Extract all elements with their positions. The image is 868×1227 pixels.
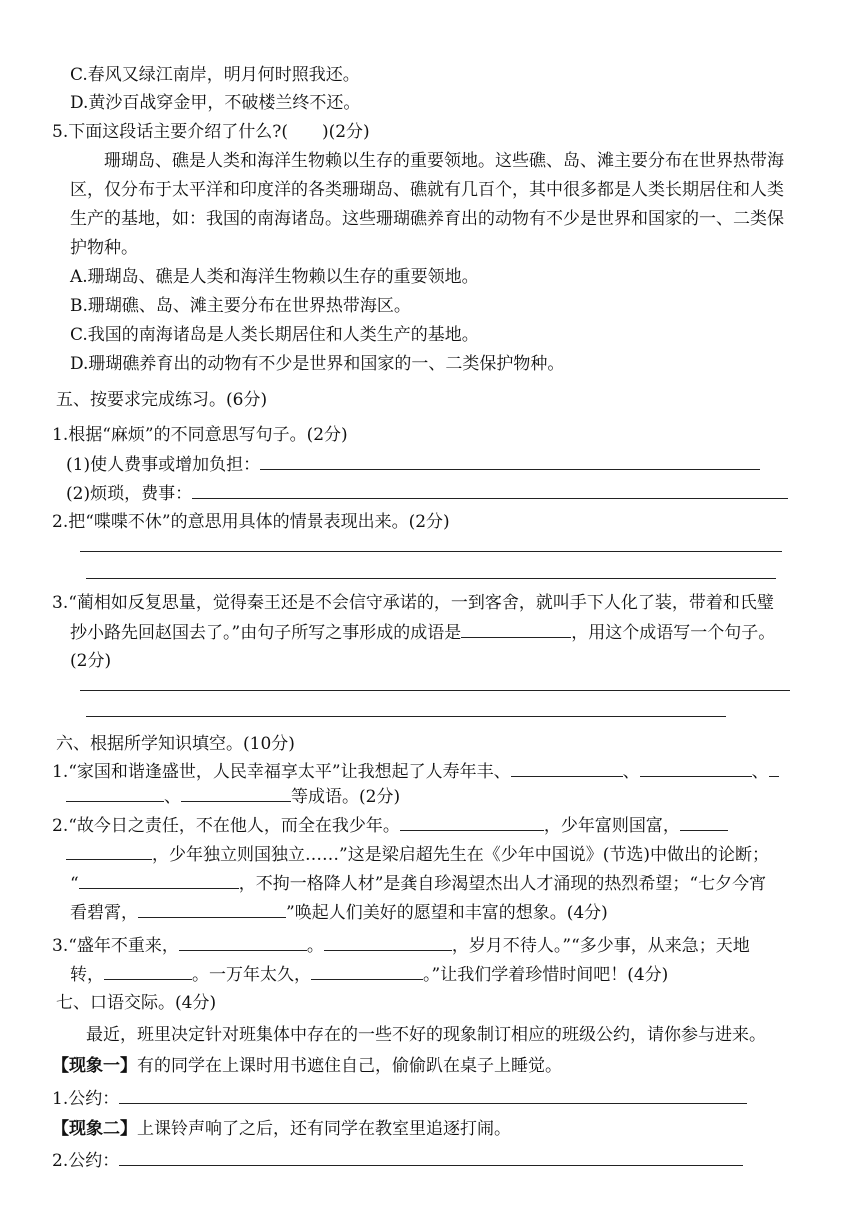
section-7-title: 七、口语交际。(4分) bbox=[56, 993, 217, 1013]
s6-q3-text-a: 3.“盛年不重来， bbox=[52, 936, 179, 956]
s5-q2: 2.把“喋喋不休”的意思用具体的情景表现出来。(2分) bbox=[52, 512, 450, 532]
q5-passage-line-1: 珊瑚岛、礁是人类和海洋生物赖以生存的重要领地。这些礁、岛、滩主要分布在世界热带海 bbox=[104, 151, 784, 171]
s6-q1-blank-1[interactable] bbox=[511, 760, 623, 777]
s7-intro: 最近，班里决定针对班集体中存在的一些不好的现象制订相应的班级公约，请你参与进来。 bbox=[86, 1025, 766, 1045]
s6-q2-blank-3[interactable] bbox=[79, 872, 239, 889]
q4-option-c: C.春风又绿江南岸，明月何时照我还。 bbox=[70, 65, 360, 85]
s6-q2-line-1 bbox=[52, 814, 728, 837]
s6-q2-blank-4[interactable] bbox=[138, 901, 286, 918]
s6-q3-line-1 bbox=[52, 934, 750, 957]
s7-rule-1 bbox=[52, 1087, 747, 1110]
s6-q3-text-d: 转， bbox=[70, 965, 104, 985]
s6-q2-text-f: 看碧霄， bbox=[70, 903, 138, 923]
section-5-title: 五、按要求完成练习。(6分) bbox=[56, 390, 268, 410]
s5-q3-line-2 bbox=[70, 621, 775, 644]
s6-q2-blank-2a[interactable] bbox=[680, 814, 728, 831]
s5-q1b bbox=[66, 482, 788, 505]
s6-q2-line-4 bbox=[70, 901, 608, 924]
q5-option-d: D.珊瑚礁养育出的动物有不少是世界和国家的一、二类保护物种。 bbox=[70, 354, 565, 374]
s7-phenomenon-1-tag: 【现象一】 bbox=[52, 1056, 137, 1076]
q4-option-d: D.黄沙百战穿金甲，不破楼兰终不还。 bbox=[70, 93, 361, 113]
s6-q1-blank-2[interactable] bbox=[640, 760, 752, 777]
s6-q1-blank-3b[interactable] bbox=[66, 785, 164, 802]
s7-phenomenon-2-text: 上课铃声响了之后，还有同学在教室里追逐打闹。 bbox=[137, 1119, 511, 1139]
s6-q2-line-2 bbox=[66, 843, 769, 866]
s6-q1-text: 1.“家国和谐逢盛世，人民幸福享太平”让我想起了人寿年丰、 bbox=[52, 762, 511, 782]
s7-rule-2-answer-blank[interactable] bbox=[119, 1149, 743, 1166]
s7-phenomenon-2-tag: 【现象二】 bbox=[52, 1119, 137, 1139]
q5-stem-text: 5.下面这段话主要介绍了什么?( bbox=[52, 122, 288, 142]
s6-q2-text-c: ，少年独立则国独立……”这是梁启超先生在《少年中国说》(节选)中做出的论断； bbox=[152, 845, 769, 865]
s6-q2-blank-2b[interactable] bbox=[66, 843, 152, 860]
s5-q2-answer-line-1[interactable] bbox=[80, 551, 782, 552]
s6-q1-blank-4[interactable] bbox=[181, 785, 291, 802]
s5-q1a bbox=[66, 453, 760, 476]
s5-q3-answer-line-2[interactable] bbox=[86, 716, 726, 717]
s6-q2-open-quote: “ bbox=[70, 874, 79, 894]
s7-phenomenon-2 bbox=[52, 1118, 511, 1140]
s6-q3-text-b: 。 bbox=[306, 936, 324, 956]
q5-answer-blank[interactable] bbox=[288, 121, 322, 137]
s7-rule-2 bbox=[52, 1149, 743, 1172]
s5-q1a-answer-blank[interactable] bbox=[260, 453, 760, 470]
s5-q1a-label: (1)使人费事或增加负担： bbox=[66, 455, 261, 475]
s6-q1-tail: 等成语。(2分) bbox=[291, 787, 401, 807]
section-6-title: 六、根据所学知识填空。(10分) bbox=[56, 734, 295, 754]
s6-q3-blank-2[interactable] bbox=[324, 934, 452, 951]
s5-q1b-answer-blank[interactable] bbox=[192, 482, 788, 499]
s5-q3-answer-line-1[interactable] bbox=[80, 690, 790, 691]
s6-q2-text-g: ”唤起人们美好的愿望和丰富的想象。(4分) bbox=[286, 903, 608, 923]
s6-q3-line-2 bbox=[70, 963, 668, 986]
s5-q3-text-b: ，用这个成语写一个句子。 bbox=[571, 623, 776, 643]
s6-q3-text-c: ，岁月不待人。”“多少事，从来急；天地 bbox=[451, 936, 750, 956]
s6-q1-line-1 bbox=[52, 760, 779, 783]
s6-q3-text-f: 。”让我们学着珍惜时间吧！(4分) bbox=[423, 965, 669, 985]
q5-passage-line-2: 区，仅分布于太平洋和印度洋的各类珊瑚岛、礁就有几百个，其中很多都是人类长期居住和人类 bbox=[70, 180, 784, 200]
q5-option-c: C.我国的南海诸岛是人类长期居住和人类生产的基地。 bbox=[70, 325, 479, 345]
s5-q3-line-1: 3.“蔺相如反复思量，觉得秦王还是不会信守承诺的，一到客舍，就叫手下人化了装，带着和氏璧 bbox=[52, 593, 774, 613]
q5-passage-line-4: 护物种。 bbox=[70, 238, 138, 258]
s6-q1-sep-1: 、 bbox=[622, 762, 640, 782]
s6-q3-blank-4[interactable] bbox=[311, 963, 423, 980]
q5-option-a: A.珊瑚岛、礁是人类和海洋生物赖以生存的重要领地。 bbox=[70, 267, 479, 287]
s6-q2-blank-1[interactable] bbox=[400, 814, 544, 831]
s6-q2-text-e: ，不拘一格降人材”是龚自珍渴望杰出人才涌现的热烈希望；“七夕今宵 bbox=[238, 874, 767, 894]
s6-q1-sep-2: 、 bbox=[751, 762, 769, 782]
s5-q1: 1.根据“麻烦”的不同意思写句子。(2分) bbox=[52, 425, 348, 445]
q5-stem bbox=[52, 121, 370, 143]
s7-phenomenon-1 bbox=[52, 1055, 562, 1077]
s7-phenomenon-1-text: 有的同学在上课时用书遮住自己，偷偷趴在桌子上睡觉。 bbox=[137, 1056, 562, 1076]
s6-q1-line-2 bbox=[66, 785, 400, 808]
s5-q2-answer-line-2[interactable] bbox=[86, 578, 776, 579]
s7-rule-1-answer-blank[interactable] bbox=[119, 1087, 747, 1104]
q5-option-b: B.珊瑚礁、岛、滩主要分布在世界热带海区。 bbox=[70, 296, 411, 316]
s5-q3-text-a: 抄小路先回赵国去了。”由句子所写之事形成的成语是 bbox=[70, 623, 462, 643]
s5-q1b-label: (2)烦琐，费事： bbox=[66, 484, 193, 504]
s7-rule-2-label: 2.公约： bbox=[52, 1151, 120, 1171]
s6-q2-text-a: 2.“故今日之责任，不在他人，而全在我少年。 bbox=[52, 816, 400, 836]
s6-q3-text-e: 。一万年太久， bbox=[192, 965, 311, 985]
q5-passage-line-3: 生产的基地，如：我国的南海诸岛。这些珊瑚礁养育出的动物有不少是世界和国家的一、二类保 bbox=[70, 209, 784, 229]
s6-q1-blank-3a[interactable] bbox=[769, 760, 779, 777]
s5-q3-idiom-blank[interactable] bbox=[461, 621, 571, 638]
s6-q3-blank-1[interactable] bbox=[179, 934, 307, 951]
s6-q3-blank-3[interactable] bbox=[104, 963, 192, 980]
s6-q1-sep-3: 、 bbox=[164, 787, 181, 807]
s5-q3-score: (2分) bbox=[70, 651, 112, 671]
q5-stem-score: )(2分) bbox=[321, 122, 370, 142]
s6-q2-line-3 bbox=[70, 872, 766, 895]
s7-rule-1-label: 1.公约： bbox=[52, 1089, 120, 1109]
s6-q2-text-b: ，少年富则国富， bbox=[543, 816, 680, 836]
